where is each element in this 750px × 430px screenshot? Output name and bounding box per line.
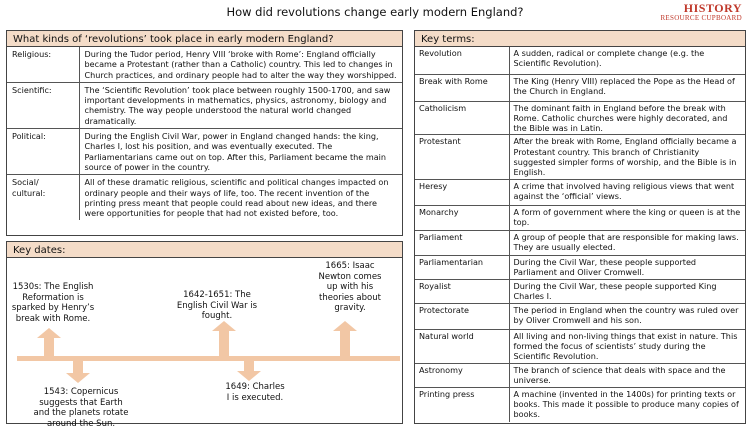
timeline-event: 1530s: The English Reformation is sparked by Henry’s break with Rome.: [11, 282, 95, 324]
revolution-description: During the English Civil War, power in England changed hands: the king, Charles I, lost his position, and was eventually executed. The Parliamentarians came out on top. After this, Parliament became the main source of power in the country.: [79, 129, 402, 175]
revolution-type: Political:: [7, 129, 79, 175]
table-row: [7, 82, 402, 128]
term-definition: A form of government where the king or queen is at the top.: [509, 205, 745, 230]
revolution-type: Scientific:: [7, 82, 79, 128]
key-term: Astronomy: [415, 363, 509, 387]
term-definition: All living and non-living things that exist in nature. This formed the focus of scientists’ study during the Scientific Revolution.: [509, 329, 745, 363]
key-dates-heading: Key dates:: [7, 242, 402, 258]
key-dates-panel: [6, 241, 403, 429]
term-definition: A sudden, radical or complete change (e.g. the Scientific Revolution).: [509, 47, 745, 74]
table-row: [415, 179, 745, 205]
table-row: [415, 387, 745, 422]
timeline-event: 1665: Isaac Newton comes up with his theories about gravity.: [318, 261, 382, 313]
key-term: Protestant: [415, 135, 509, 179]
key-terms-table: [415, 47, 745, 422]
key-term: Catholicism: [415, 101, 509, 135]
logo-line-2: RESOURCE CUPBOARD: [660, 14, 742, 22]
table-row: [415, 230, 745, 255]
key-term: Parliamentarian: [415, 255, 509, 279]
key-terms-panel: [414, 30, 746, 424]
term-definition: A machine (invented in the 1400s) for printing texts or books. This made it possible to produce many copies of books.: [513, 388, 739, 420]
key-terms-heading: Key terms:: [415, 31, 745, 47]
table-row: [415, 74, 745, 101]
key-term: Monarchy: [415, 205, 509, 230]
arrow-up-icon: [212, 321, 236, 356]
key-term: Protectorate: [415, 303, 509, 329]
revolution-description: All of these dramatic religious, scientific and political changes impacted on ordinary people and their ways of life, too. The recent invention of the printing press meant that people could read about new ideas, and there were opportunities for people that had not existed before, too.: [84, 177, 389, 219]
table-row: [7, 47, 402, 82]
revolutions-panel: [6, 30, 403, 236]
revolution-description: During the Tudor period, Henry VIII ‘broke with Rome’: England officially became a Protestant (rather than a Catholic) country. This led to changes in Church practices, and ordinary people had to alter the way they worshipped.: [79, 47, 402, 82]
term-definition: During the Civil War, these people supported King Charles I.: [509, 279, 745, 303]
term-definition: After the break with Rome, England officially became a Protestant country. This branch of Christianity suggested simpler forms of worship, and the Bible is in English.: [509, 135, 745, 179]
history-resource-cupboard-logo: [660, 2, 742, 22]
timeline: [7, 258, 402, 429]
table-row: [415, 101, 745, 135]
revolutions-table: [7, 47, 402, 220]
timeline-event: 1642-1651: The English Civil War is fought.: [176, 290, 258, 321]
revolution-type: Social/ cultural:: [7, 175, 79, 221]
table-row: [7, 175, 402, 221]
table-row: [415, 279, 745, 303]
key-term: Break with Rome: [415, 74, 509, 101]
key-term: Parliament: [415, 230, 509, 255]
table-row: [415, 303, 745, 329]
arrow-up-icon: [333, 321, 357, 356]
logo-line-1: HISTORY: [683, 1, 742, 15]
table-row: [415, 255, 745, 279]
key-term: Royalist: [415, 279, 509, 303]
table-row: [415, 205, 745, 230]
term-definition: A group of people that are responsible for making laws. They are usually elected.: [509, 230, 745, 255]
arrow-up-icon: [37, 328, 61, 356]
term-definition: The period in England when the country was ruled over by Oliver Cromwell and his son.: [509, 303, 745, 329]
table-row: [415, 47, 745, 74]
arrow-down-icon: [66, 361, 90, 383]
term-definition: A crime that involved having religious views that went against the ‘official’ views.: [509, 179, 745, 205]
key-term: Natural world: [415, 329, 509, 363]
revolution-type: Religious:: [7, 47, 79, 82]
page-title: How did revolutions change early modern England?: [226, 5, 524, 19]
key-term: Printing press: [415, 387, 509, 422]
timeline-event: 1543: Copernicus suggests that Earth and the planets rotate around the Sun.: [33, 387, 129, 429]
table-row: [415, 363, 745, 387]
key-term: Revolution: [415, 47, 509, 74]
key-term: Heresy: [415, 179, 509, 205]
revolutions-heading: What kinds of ‘revolutions’ took place in early modern England?: [7, 31, 402, 47]
table-row: [415, 135, 745, 179]
arrow-down-icon: [237, 361, 261, 381]
term-definition: During the Civil War, these people supported Parliament and Oliver Cromwell.: [509, 255, 745, 279]
table-row: [7, 129, 402, 175]
term-definition: The dominant faith in England before the break with Rome. Catholic churches were highly decorated, and the Bible was in Latin.: [509, 101, 745, 135]
timeline-event: 1649: Charles I is executed.: [225, 382, 285, 403]
term-definition: The King (Henry VIII) replaced the Pope as the Head of the Church in England.: [509, 74, 745, 101]
revolution-description: The ‘Scientific Revolution’ took place between roughly 1500-1700, and saw important developments in mathematics, physics, astronomy, biology and chemistry. The way people understood the natural world changed dramatically.: [79, 82, 402, 128]
table-row: [415, 329, 745, 363]
term-definition: The branch of science that deals with space and the universe.: [509, 363, 745, 387]
